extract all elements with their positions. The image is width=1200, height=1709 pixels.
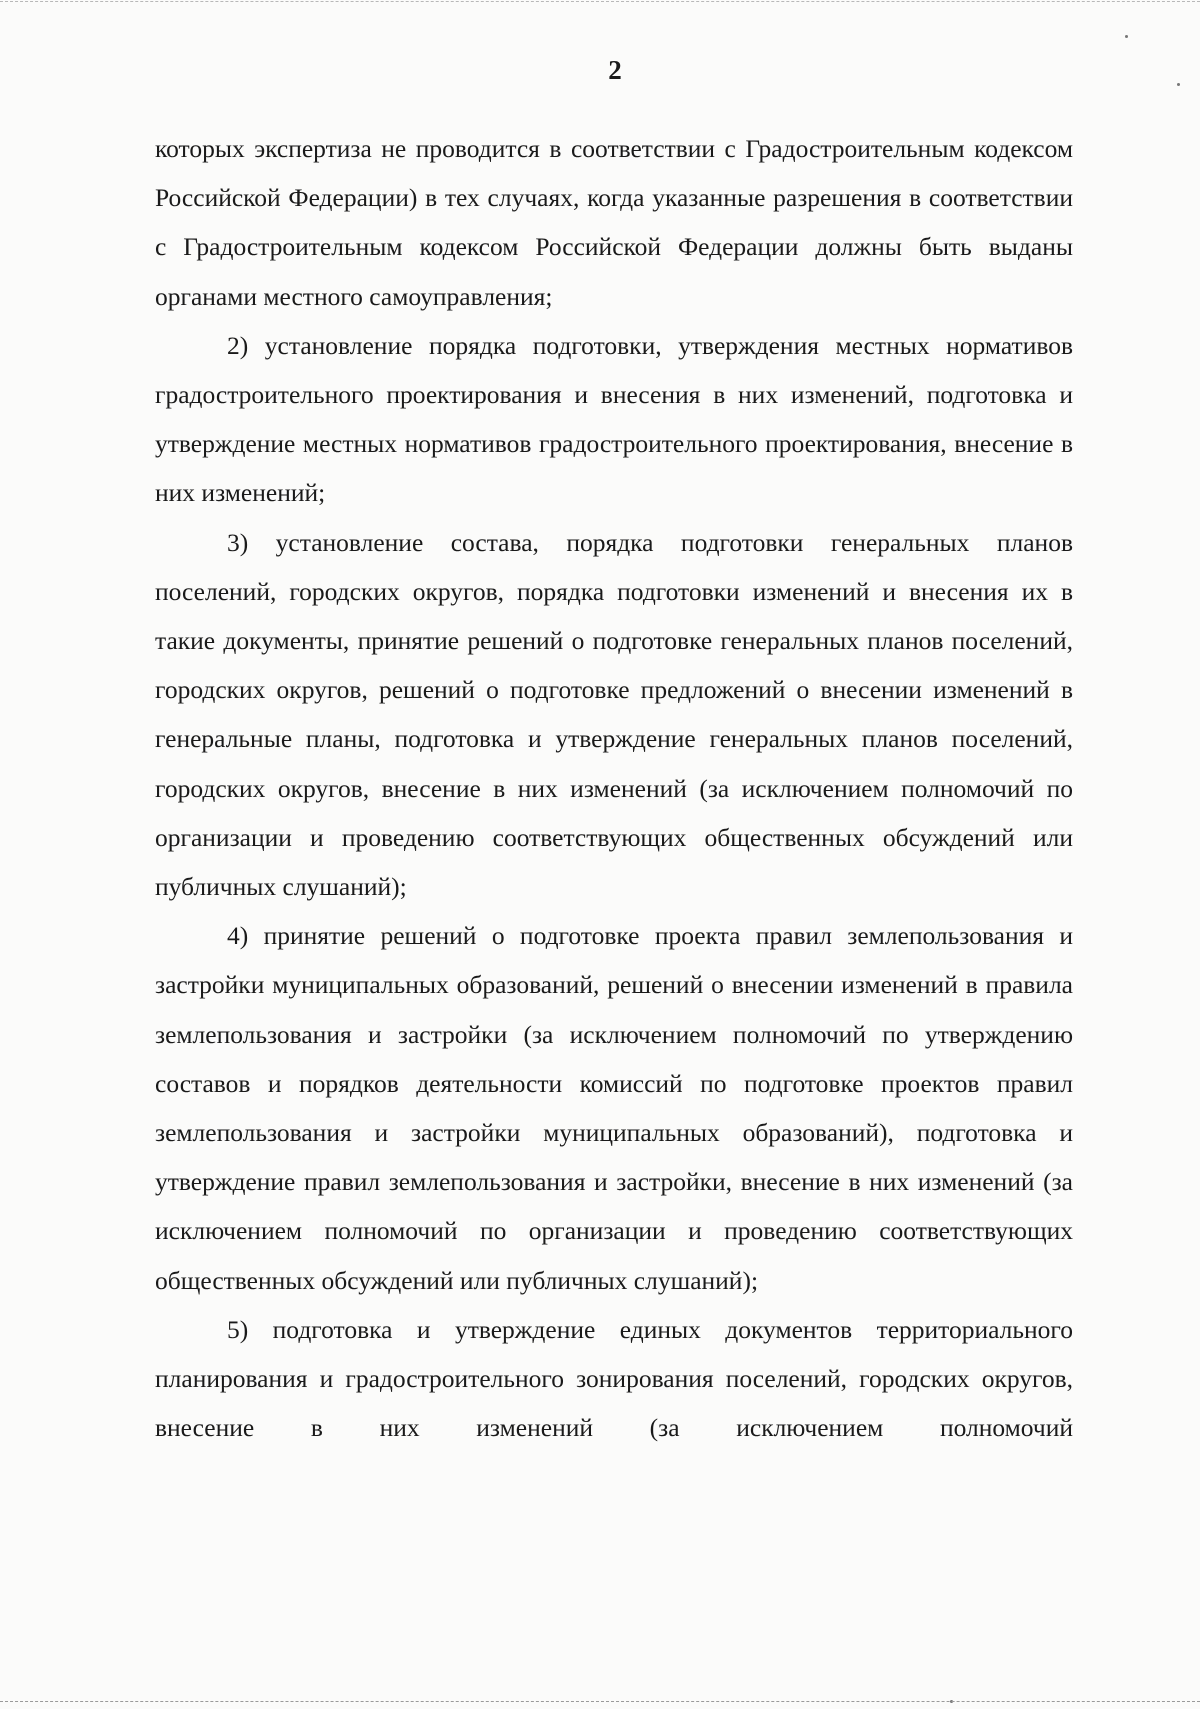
paragraph-item-3: 3) установление состава, порядка подготовки генеральных планов поселений, городских округов, порядка подготовки изменений и внесения их в такие документы, принятие решений о подготовке генеральных планов поселений, городских округов, решений о подготовке предложений о внесении изменений в генеральные планы, подготовка и утверждение генеральных планов поселений, городских округов, внесение в них изменений (за исключением полномочий по организации и проведению соответствующих общественных обсуждений или публичных слушаний); <box>155 527 1073 902</box>
paragraph-item-2: 2) установление порядка подготовки, утверждения местных нормативов градостроительного проектирования и внесения в них изменений, подготовка и утверждение местных нормативов градостроительного проектирования, внесение в них изменений; <box>155 330 1073 508</box>
scan-speck <box>1125 35 1128 38</box>
scan-edge-top <box>0 1 1200 2</box>
page-number: 2 <box>608 55 622 85</box>
paragraph-item-4: 4) принятие решений о подготовке проекта правил землепользования и застройки муниципальных образований, решений о внесении изменений в правила землепользования и застройки (за исключением полномочий по утверждению составов и порядков деятельности комиссий по подготовке проектов правил землепользования и застройки муниципальных образований), подготовка и утверждение правил землепользования и застройки, внесение в них изменений (за исключением полномочий по организации и проведению соответствующих общественных обсуждений или публичных слушаний); <box>155 921 1073 1295</box>
paragraph-continuation: которых экспертиза не проводится в соответствии с Градостроительным кодексом Российской Федерации) в тех случаях, когда указанные разрешения в соответствии с Градостроительным кодексом Российской Федерации должны быть выданы органами местного самоуправления; <box>155 134 1073 311</box>
scan-edge-bottom <box>0 1701 1200 1702</box>
document-body <box>155 124 1073 1452</box>
paragraph-item-5: 5) подготовка и утверждение единых документов территориального планирования и градостроительного зонирования поселений, городских округов, внесение в них изменений (за исключением полномочий <box>155 1314 1073 1443</box>
